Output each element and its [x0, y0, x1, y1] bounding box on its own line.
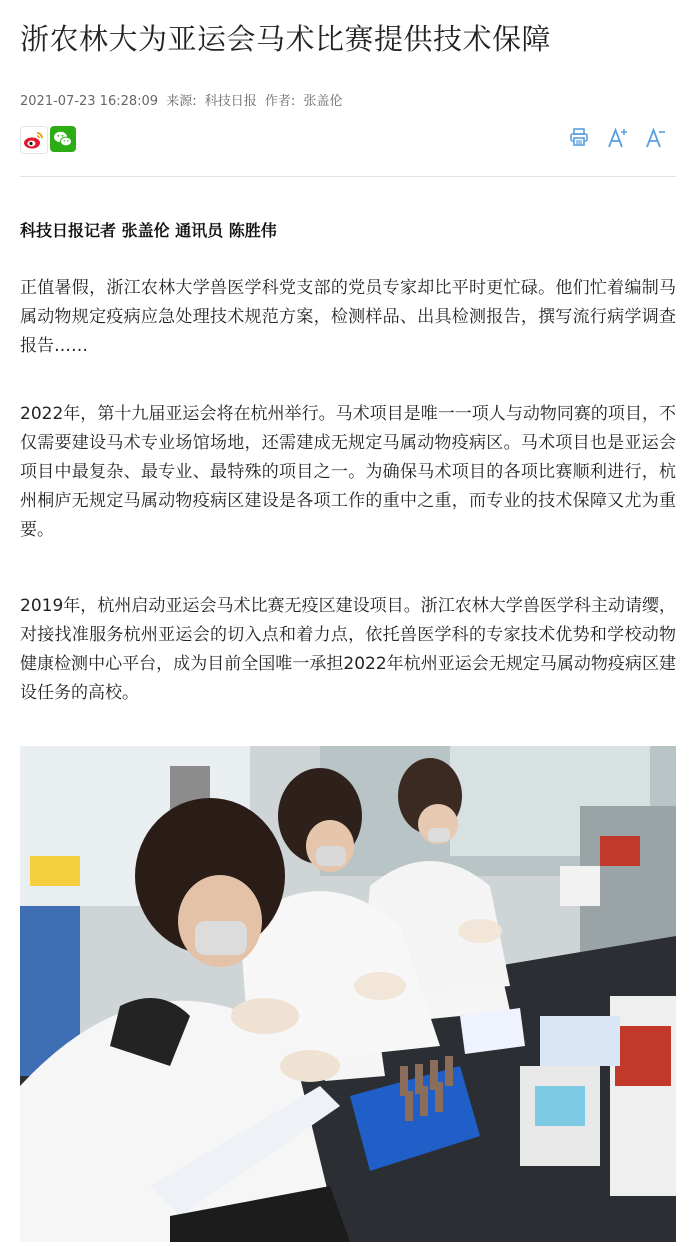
article-title: 浙农林大为亚运会马术比赛提供技术保障 [20, 22, 552, 56]
source-label: 来源: [166, 94, 197, 109]
author-label: 作者: [264, 94, 296, 109]
print-icon[interactable] [568, 126, 592, 152]
author-name: 张盖伦 [303, 94, 343, 109]
article-photo [20, 746, 676, 1242]
source-name: 科技日报 [204, 94, 257, 109]
publish-datetime: 2021-07-23 16:28:09 [20, 94, 159, 109]
weibo-icon[interactable] [20, 126, 48, 154]
paragraph-3: 2019年，杭州启动亚运会马术比赛无疫区建设项目。浙江农林大学兽医学科主动请缨，对接找准服务杭州亚运会的切入点和着力点，依托兽医学科的专家技术优势和学校动物健康检测中心平台，成为目前全国唯一承担2022年杭州亚运会无规定马属动物疫病区建设任务的高校。 [20, 596, 676, 703]
font-larger-icon[interactable] [606, 126, 632, 152]
wechat-icon[interactable] [50, 126, 76, 152]
header-divider [20, 176, 676, 177]
byline: 科技日报记者 张盖伦 通讯员 陈胜伟 [20, 221, 277, 240]
share-toolbar [20, 126, 676, 154]
font-smaller-icon[interactable] [644, 126, 670, 152]
paragraph-2: 2022年，第十九届亚运会将在杭州举行。马术项目是唯一一项人与动物同赛的项目，不仅需要建设马术专业场馆场地，还需建成无规定马属动物疫病区。马术项目也是亚运会项目中最复杂、最专业、最特殊的项目之一。为确保马术项目的各项比赛顺利进行，杭州桐庐无规定马属动物疫病区建设是各项工作的重中之重，而专业的技术保障又尤为重要。 [20, 404, 676, 540]
paragraph-1: 正值暑假，浙江农林大学兽医学科党支部的党员专家却比平时更忙碌。他们忙着编制马属动物规定疫病应急处理技术规范方案，检测样品、出具检测报告，撰写流行病学调查报告…… [20, 278, 676, 356]
article-meta [20, 92, 346, 112]
